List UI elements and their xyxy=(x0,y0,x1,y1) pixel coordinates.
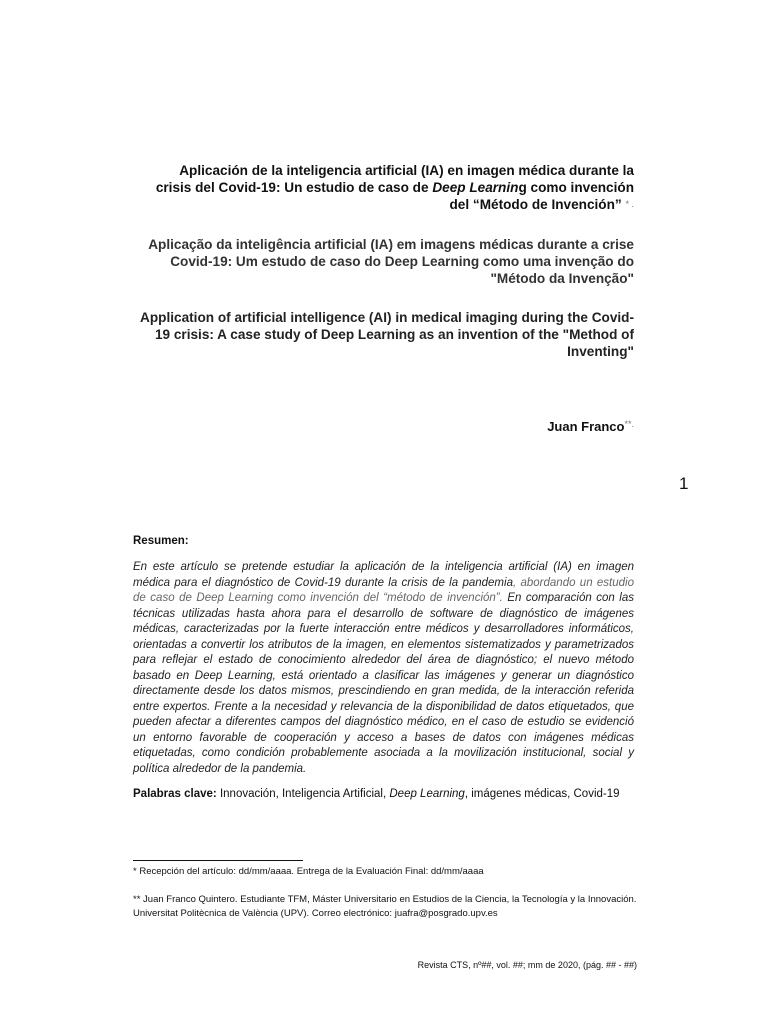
abstract-part-3: En comparación con las técnicas utilizadas hasta ahora para el desarrollo de software de diagnóstico de imágenes médicas, caracterizadas por la fuerte interacción entre médicos y desarrolladores informáticos, orientadas a convertir los atributos de la imagen, en elementos sistematizados y parametrizados para reflejar el estado de conocimiento alrededor del área de diagnóstico; el nuevo método basado en Deep Learning, está orientado a clasificar las imágenes y generar un diagnóstico directamente desde los datos mismos, prescindiendo en gran medida, de la interacción referida entre expertos. Frente a la necesidad y relevancia de la disponibilidad de datos etiquetados, que pueden afectar a diferentes campos del diagnóstico médico, en el caso de estudio se evidenció un entorno favorable de cooperación y acceso a bases de datos con imágenes médicas etiquetadas, como condición probablemente asociada a la movilización institucional, social y política alrededor de la pandemia. xyxy=(133,592,634,775)
footnote-2 xyxy=(133,893,638,920)
author-footnote-marker[interactable]: **. xyxy=(624,419,634,429)
title-spanish xyxy=(140,162,634,213)
keywords-line xyxy=(133,788,643,800)
abstract-part-2: , abordando un estudio de caso de Deep Learning como invención del “método de invención”. xyxy=(133,576,634,604)
title-english: Application of artificial intelligence (AI) in medical imaging during the Covid-19 crisis: A case study of Deep Learning as an invention of the "Method of Inventing" xyxy=(140,310,634,359)
title-es-text: Aplicación de la inteligencia artificial (IA) en imagen médica durante la crisis del Covid-19: Un estudio de caso de xyxy=(155,163,634,195)
abstract-heading: Resumen: xyxy=(133,535,189,547)
abstract-body xyxy=(133,560,634,777)
page-number: 1 xyxy=(679,474,689,493)
footnote-2-marker: ** xyxy=(133,894,141,905)
author-name: Juan Franco xyxy=(547,419,625,434)
keywords-italic: Deep Learning xyxy=(389,788,465,800)
keywords-label: Palabras clave: xyxy=(133,788,217,800)
keywords-text: Innovación, Inteligencia Artificial, xyxy=(216,788,390,800)
footnote-2-text: Juan Franco Quintero. Estudiante TFM, Máster Universitario en Estudios de la Ciencia, la Tecnología y la Innovación. Universitat Politècnica de València (UPV). Correo electrónico: juafra@posgrado.upv.es xyxy=(133,894,637,919)
title-es-italic: Deep Learnin xyxy=(432,180,519,195)
footnote-divider xyxy=(133,860,303,861)
abstract-part-1: En este artículo se pretende estudiar la aplicación de la inteligencia artificial (IA) en imagen médica para el diagnóstico de Covid-19 durante la crisis de la pandemia xyxy=(133,561,634,589)
title-es-text-end: g como invención del “Método de Invención” xyxy=(449,180,634,212)
title-portuguese: Aplicação da inteligência artificial (IA) em imagens médicas durante a crise Covid-19: Um estudo de caso do Deep Learning como uma invenção do "Método da Invenção" xyxy=(148,237,634,286)
page-footer: Revista CTS, nº##, vol. ##; mm de 2020, (pág. ## - ##) xyxy=(417,960,637,970)
title-footnote-marker[interactable]: * . xyxy=(625,199,634,209)
footnote-1-marker: * xyxy=(133,866,137,877)
footnote-1 xyxy=(133,866,484,877)
author-line xyxy=(547,419,634,434)
keywords-text-end: , imágenes médicas, Covid-19 xyxy=(464,788,620,800)
footnote-1-text: Recepción del artículo: dd/mm/aaaa. Entrega de la Evaluación Final: dd/mm/aaaa xyxy=(136,866,484,877)
